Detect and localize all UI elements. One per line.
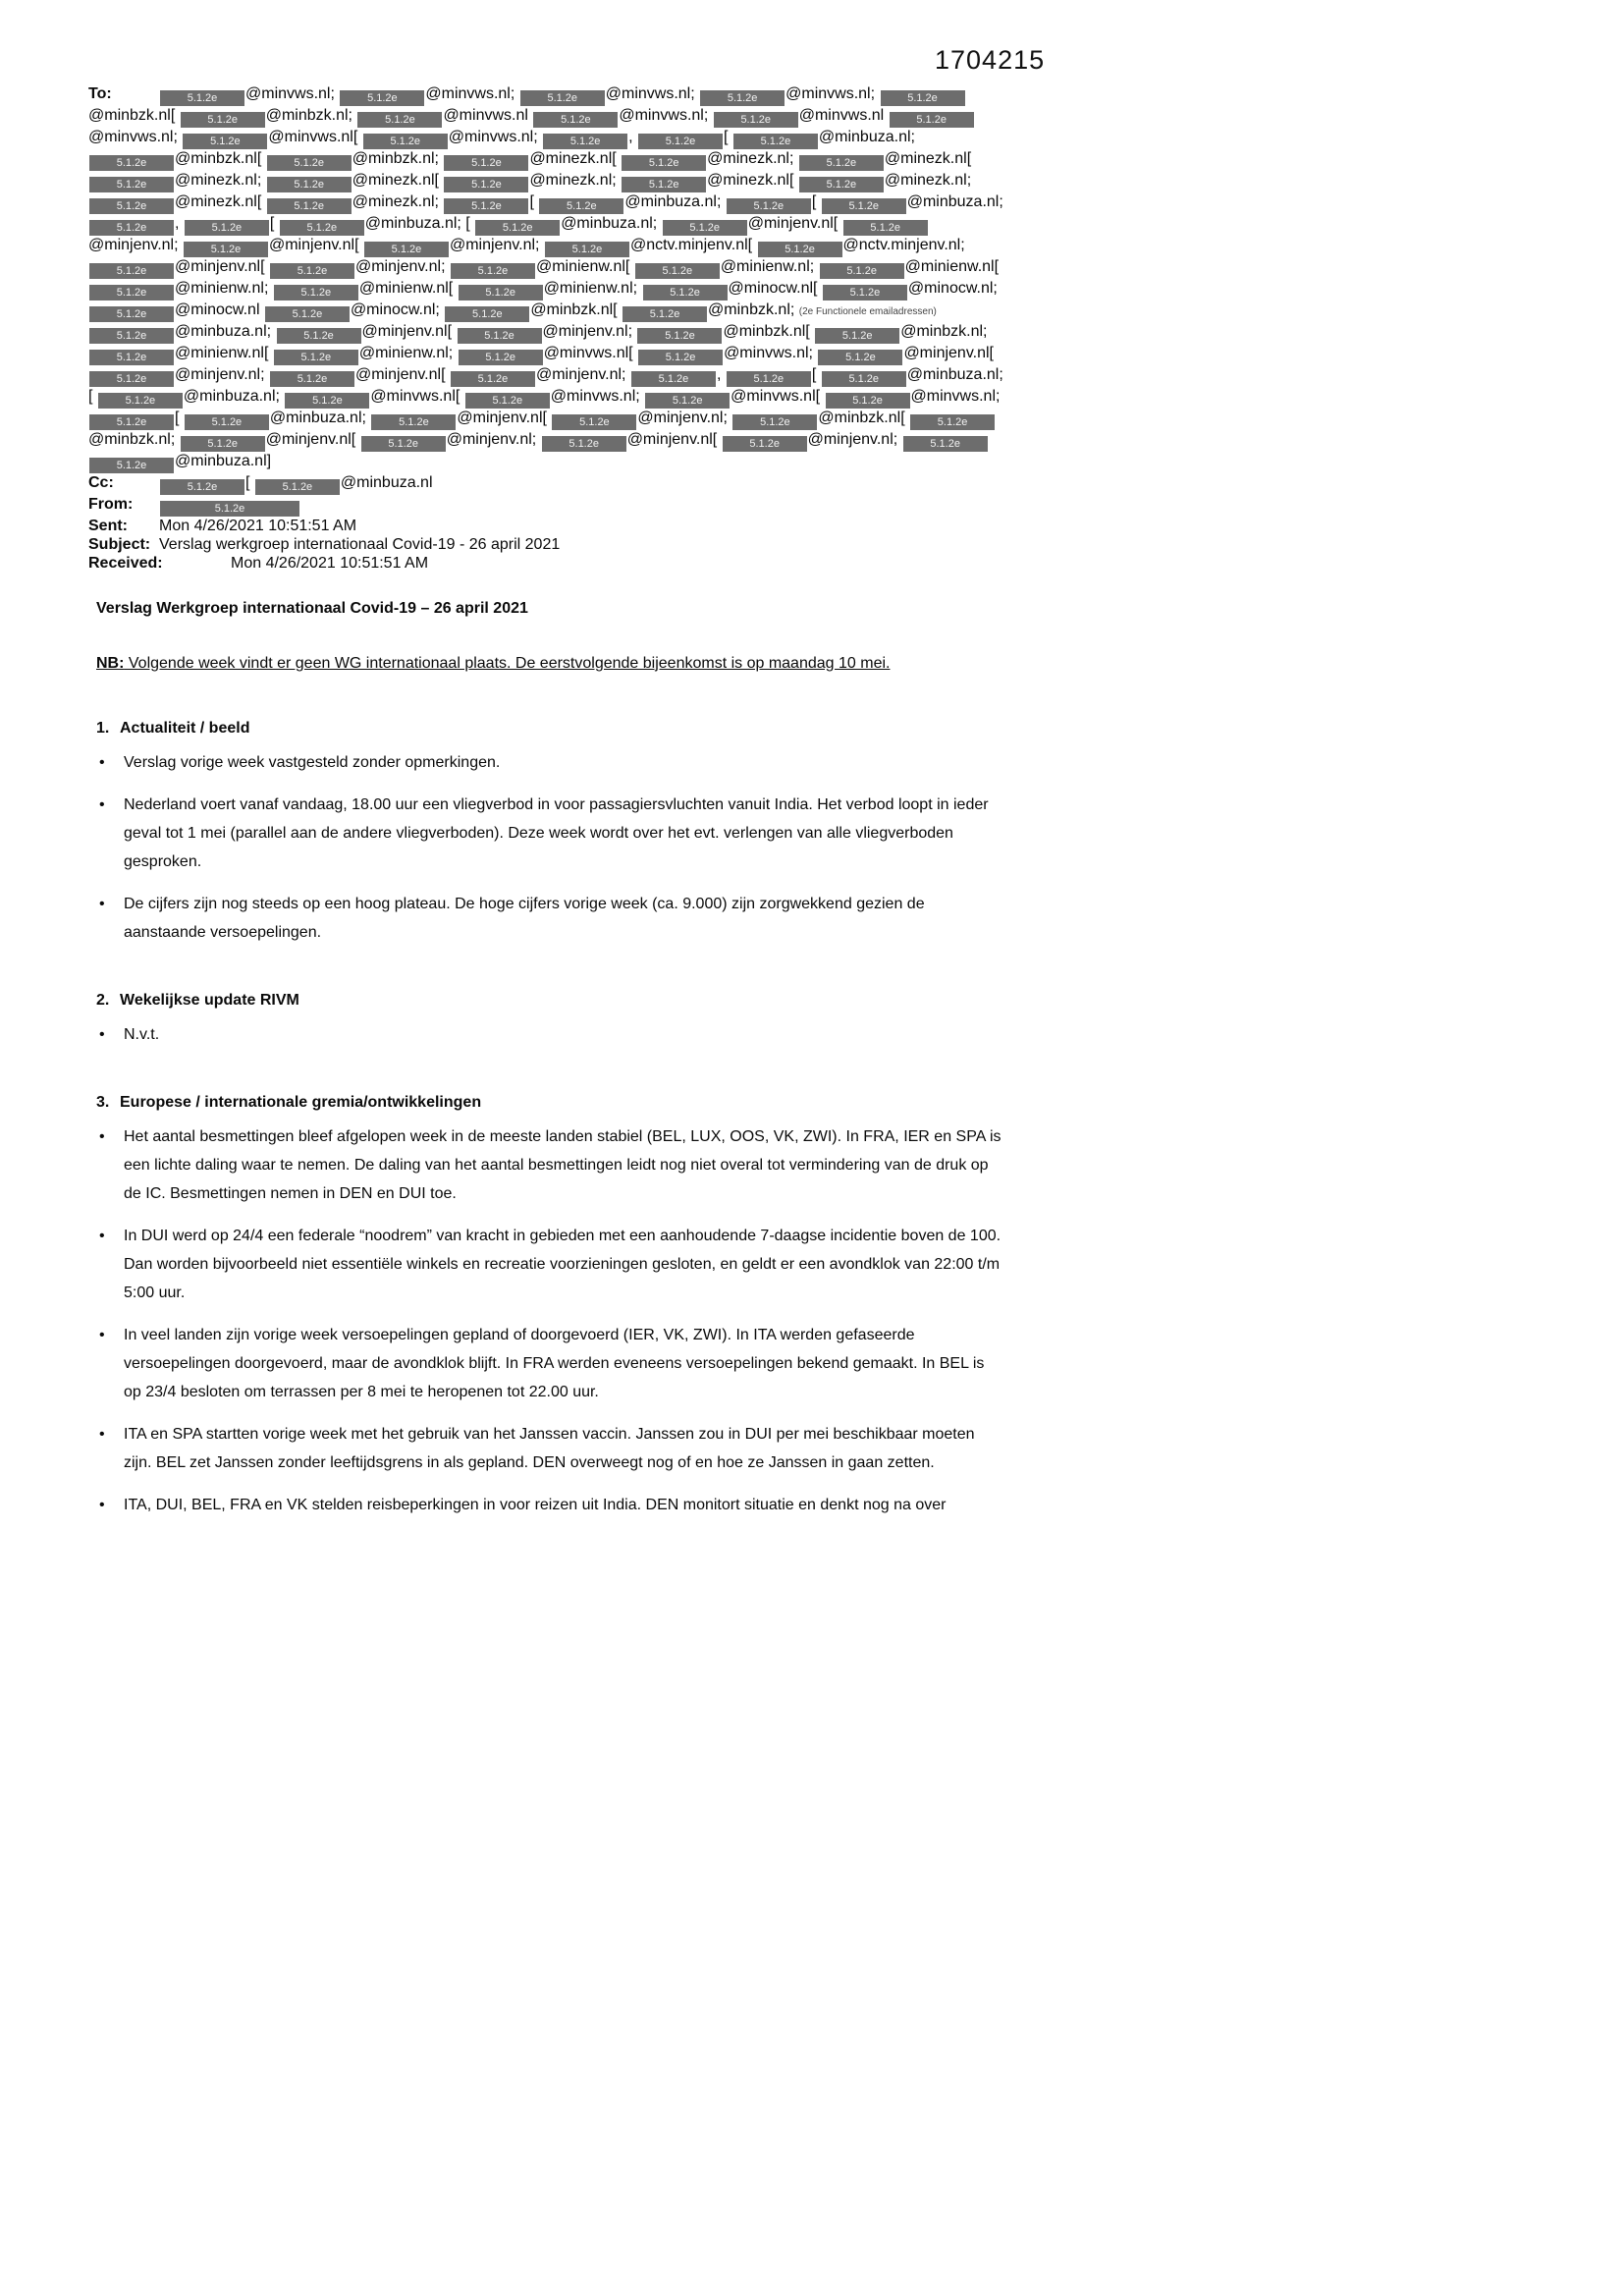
recipient-domain: @minvws.nl; xyxy=(605,85,700,102)
recipient-domain: @minbuza.nl; xyxy=(561,215,662,232)
recipient-domain: @minienw.nl[ xyxy=(535,258,634,275)
redaction-box: 5.1.2e xyxy=(818,350,902,365)
recipient-domain: @minjenv.nl; xyxy=(354,258,450,275)
redaction-box: 5.1.2e xyxy=(543,134,627,149)
redaction-box: 5.1.2e xyxy=(185,220,269,236)
report-sections xyxy=(96,714,1005,1519)
redaction-box: 5.1.2e xyxy=(822,371,906,387)
bullet-marker: • xyxy=(99,1327,105,1343)
nb-text: Volgende week vindt er geen WG internationaal plaats. De eerstvolgende bijeenkomst is op maandag 10 mei. xyxy=(124,655,891,672)
bullet-text: Verslag vorige week vastgesteld zonder opmerkingen. xyxy=(124,754,501,771)
bullet-text: Het aantal besmettingen bleef afgelopen week in de meeste landen stabiel (BEL, LUX, OOS, VK, ZWI). In FRA, IER en SPA is een lichte daling waar te nemen. De daling van het aantal besmettingen leidt nog niet overal tot vermindering van de druk op de IC. Besmettingen nemen in DEN en DUI toe. xyxy=(124,1128,1001,1202)
email-cc-field xyxy=(88,473,1005,495)
redaction-box: 5.1.2e xyxy=(277,328,361,344)
received-value: Mon 4/26/2021 10:51:51 AM xyxy=(231,555,429,572)
redaction-box: 5.1.2e xyxy=(733,134,818,149)
redaction-box: 5.1.2e xyxy=(637,328,722,344)
recipient-domain: @minezk.nl[ xyxy=(352,172,444,189)
redaction-box: 5.1.2e xyxy=(552,414,636,430)
section-title: Wekelijkse update RIVM xyxy=(120,992,299,1009)
redaction-box: 5.1.2e xyxy=(823,285,907,301)
recipient-domain: @minbzk.nl; xyxy=(352,150,444,167)
redaction-box: 5.1.2e xyxy=(622,155,706,171)
redaction-box: 5.1.2e xyxy=(459,350,543,365)
recipient-domain: @minjenv.nl[ xyxy=(354,366,450,383)
section-title: Actualiteit / beeld xyxy=(120,720,250,737)
recipient-domain: @minezk.nl[ xyxy=(884,150,972,167)
redaction-box: 5.1.2e xyxy=(280,220,364,236)
redaction-box: 5.1.2e xyxy=(445,306,529,322)
redaction-box: 5.1.2e xyxy=(723,436,807,452)
redaction-box: 5.1.2e xyxy=(820,263,904,279)
bullet-marker: • xyxy=(99,1228,105,1244)
redaction-box: 5.1.2e xyxy=(89,285,174,301)
recipient-domain: [ xyxy=(245,474,254,491)
recipient-domain: @minjenv.nl[ xyxy=(626,431,722,448)
recipient-domain: @minvws.nl[ xyxy=(370,388,464,405)
redaction-box: 5.1.2e xyxy=(799,155,884,171)
recipient-domain: @minbuza.nl; [ xyxy=(364,215,475,232)
nb-label: NB: xyxy=(96,655,125,672)
redaction-box: 5.1.2e xyxy=(451,371,535,387)
recipient-domain: , xyxy=(175,215,184,232)
recipient-domain: @minbzk.nl[ xyxy=(723,323,815,340)
recipient-domain: @minvws.nl; xyxy=(785,85,880,102)
recipient-domain: @minbzk.nl[ xyxy=(530,301,623,318)
recipient-domain: [ xyxy=(175,410,184,426)
recipient-domain: @minvws.nl; xyxy=(550,388,645,405)
redaction-box: 5.1.2e xyxy=(727,371,811,387)
recipient-domain: @minienw.nl[ xyxy=(358,280,458,297)
redaction-box: 5.1.2e xyxy=(363,134,448,149)
bullet-list xyxy=(96,1122,1005,1519)
bullet-list xyxy=(96,1020,1005,1049)
email-header xyxy=(88,84,1005,573)
redaction-box: 5.1.2e xyxy=(160,479,244,495)
redaction-box: 5.1.2e xyxy=(364,242,449,257)
recipient-domain: @minezk.nl; xyxy=(529,172,622,189)
redaction-box: 5.1.2e xyxy=(643,285,728,301)
section-number: 3. xyxy=(96,1094,110,1111)
recipient-domain: @minbzk.nl; xyxy=(265,107,357,124)
to-label: To: xyxy=(88,85,112,102)
recipient-domain: [ xyxy=(811,366,821,383)
bullet-item xyxy=(96,791,1005,876)
to-recipients xyxy=(88,85,1003,469)
redaction-box: 5.1.2e xyxy=(459,285,543,301)
bullet-marker: • xyxy=(99,1026,105,1043)
redaction-box: 5.1.2e xyxy=(635,263,720,279)
recipient-domain: @minienw.nl; xyxy=(543,280,642,297)
recipient-domain: @minienw.nl; xyxy=(720,258,819,275)
redaction-box: 5.1.2e xyxy=(270,371,354,387)
section-number: 2. xyxy=(96,992,110,1009)
recipient-domain: @minjenv.nl[ xyxy=(265,431,360,448)
bullet-item xyxy=(96,890,1005,947)
bullet-marker: • xyxy=(99,754,105,771)
bullet-list xyxy=(96,748,1005,947)
redaction-box: 5.1.2e xyxy=(545,242,629,257)
redaction-box: 5.1.2e xyxy=(539,198,623,214)
bullet-marker: • xyxy=(99,1128,105,1145)
bullet-item xyxy=(96,1020,1005,1049)
recipient-domain: @minezk.nl[ xyxy=(707,172,798,189)
recipient-domain: @minezk.nl; xyxy=(352,193,444,210)
report-section xyxy=(96,986,1005,1049)
bullet-item xyxy=(96,1122,1005,1208)
document-number: 1704215 xyxy=(935,45,1046,75)
recipient-domain: @minienw.nl; xyxy=(175,280,273,297)
redaction-box: 5.1.2e xyxy=(181,112,265,128)
recipient-domain: @minvws.nl; xyxy=(910,388,1001,405)
email-body xyxy=(88,598,1005,1519)
redaction-box: 5.1.2e xyxy=(444,155,528,171)
recipient-domain: @minjenv.nl; xyxy=(535,366,630,383)
redaction-box: 5.1.2e xyxy=(267,198,352,214)
redaction-box: 5.1.2e xyxy=(631,371,716,387)
bullet-text: De cijfers zijn nog steeds op een hoog plateau. De hoge cijfers vorige week (ca. 9.000) zijn zorgwekkend gezien de aanstaande versoepelingen. xyxy=(124,896,925,941)
redaction-box: 5.1.2e xyxy=(910,414,995,430)
recipient-domain: @minvws.nl[ xyxy=(268,129,362,145)
recipient-domain: @minbuza.nl; xyxy=(183,388,285,405)
functional-address-note: (2e Functionele emailadressen) xyxy=(798,306,937,317)
redaction-box: 5.1.2e xyxy=(714,112,798,128)
recipient-domain: @nctv.minjenv.nl; xyxy=(842,237,965,253)
recipient-domain: @minjenv.nl[ xyxy=(361,323,457,340)
recipient-domain: @minjenv.nl; xyxy=(446,431,541,448)
redaction-box: 5.1.2e xyxy=(520,90,605,106)
bullet-marker: • xyxy=(99,796,105,813)
redaction-box: 5.1.2e xyxy=(451,263,535,279)
recipient-domain: @minbuza.nl; [ xyxy=(88,366,1003,405)
recipient-domain: @minvws.nl[ xyxy=(731,388,825,405)
redaction-box: 5.1.2e xyxy=(89,328,174,344)
recipient-domain: @minvws.nl[ xyxy=(543,345,638,361)
recipient-domain: [ xyxy=(269,215,279,232)
recipient-domain: [ xyxy=(724,129,732,145)
recipient-domain: @minezk.nl[ xyxy=(529,150,622,167)
recipient-domain: @minbuza.nl; xyxy=(906,193,1003,210)
recipient-domain: @minvws.nl; xyxy=(425,85,519,102)
recipient-domain: @minjenv.nl; xyxy=(449,237,544,253)
redaction-box: 5.1.2e xyxy=(89,414,174,430)
redaction-box: 5.1.2e xyxy=(622,177,706,192)
recipient-domain: @minienw.nl[ xyxy=(904,258,1000,275)
redaction-box: 5.1.2e xyxy=(267,155,352,171)
recipient-domain: @minbzk.nl[ xyxy=(88,107,180,124)
nb-note xyxy=(96,653,1005,675)
recipient-domain: @minjenv.nl; xyxy=(637,410,732,426)
recipient-domain: @minjenv.nl; xyxy=(88,237,183,253)
redaction-box: 5.1.2e xyxy=(700,90,785,106)
redaction-box: 5.1.2e xyxy=(274,350,358,365)
recipient-domain: @minvws.nl; xyxy=(724,345,818,361)
redaction-box: 5.1.2e xyxy=(371,414,456,430)
recipient-domain: @minbzk.nl[ xyxy=(818,410,910,426)
redaction-box: 5.1.2e xyxy=(475,220,560,236)
redaction-box: 5.1.2e xyxy=(843,220,928,236)
recipient-domain: @minezk.nl; xyxy=(175,172,266,189)
received-label: Received: xyxy=(88,555,163,572)
bullet-marker: • xyxy=(99,1426,105,1443)
redaction-box: 5.1.2e xyxy=(183,134,267,149)
recipient-domain: @minjenv.nl[ xyxy=(903,345,994,361)
from-label: From: xyxy=(88,496,134,513)
recipient-domain: @minbuza.nl xyxy=(340,474,433,491)
redaction-box: 5.1.2e xyxy=(458,328,542,344)
bullet-text: In DUI werd op 24/4 een federale “noodrem” van kracht in gebieden met een aanhoudende 7-daagse incidentie boven de 100. Dan worden bijvoorbeeld niet essentiële winkels en recreatie voorzieningen gesloten, en geldt er een avondklok van 22:00 t/m 5:00 uur. xyxy=(124,1228,1001,1301)
redaction-box: 5.1.2e xyxy=(444,177,528,192)
redaction-box: 5.1.2e xyxy=(542,436,626,452)
recipient-domain: @minocw.nl[ xyxy=(728,280,822,297)
redaction-box: 5.1.2e xyxy=(623,306,707,322)
redaction-box: 5.1.2e xyxy=(444,198,528,214)
redaction-box: 5.1.2e xyxy=(638,134,723,149)
redaction-box: 5.1.2e xyxy=(274,285,358,301)
recipient-domain: @minbzk.nl; xyxy=(900,323,988,340)
recipient-domain: [ xyxy=(529,193,539,210)
section-title: Europese / internationale gremia/ontwikkelingen xyxy=(120,1094,482,1111)
bullet-text: ITA en SPA startten vorige week met het gebruik van het Janssen vaccin. Janssen zou in DUI per mei beschikbaar moeten zijn. BEL zet Janssen zonder leeftijdsgrens in als gepland. DEN overweegt nog of en hoe ze Janssen in gaan zetten. xyxy=(124,1426,975,1471)
redaction-box: 5.1.2e xyxy=(533,112,618,128)
redaction-box: 5.1.2e xyxy=(160,501,299,517)
recipient-domain: , xyxy=(628,129,638,145)
recipient-domain: @minbzk.nl[ xyxy=(175,150,266,167)
recipient-domain: @minjenv.nl; xyxy=(807,431,902,448)
recipient-domain: @minezk.nl; xyxy=(884,172,972,189)
redaction-box: 5.1.2e xyxy=(89,263,174,279)
report-section xyxy=(96,1088,1005,1519)
recipient-domain: @minocw.nl xyxy=(175,301,264,318)
recipient-domain: [ xyxy=(811,193,821,210)
redaction-box: 5.1.2e xyxy=(799,177,884,192)
recipient-domain: @minjenv.nl; xyxy=(542,323,637,340)
redaction-box: 5.1.2e xyxy=(285,393,369,409)
section-heading xyxy=(96,1088,1005,1117)
redaction-box: 5.1.2e xyxy=(826,393,910,409)
sent-label: Sent: xyxy=(88,518,128,534)
recipient-domain: , xyxy=(716,366,726,383)
redaction-box: 5.1.2e xyxy=(89,350,174,365)
recipient-domain: @minjenv.nl; xyxy=(175,366,269,383)
recipient-domain: @minbzk.nl; xyxy=(708,301,799,318)
redaction-box: 5.1.2e xyxy=(181,436,265,452)
redaction-box: 5.1.2e xyxy=(638,350,723,365)
redaction-box: 5.1.2e xyxy=(663,220,747,236)
cc-label: Cc: xyxy=(88,474,114,491)
recipient-domain: @minvws.nl; xyxy=(619,107,713,124)
redaction-box: 5.1.2e xyxy=(727,198,811,214)
recipient-domain: @minbzk.nl; xyxy=(88,431,180,448)
redaction-box: 5.1.2e xyxy=(815,328,899,344)
redaction-box: 5.1.2e xyxy=(89,220,174,236)
redaction-box: 5.1.2e xyxy=(732,414,817,430)
recipient-domain: @minbuza.nl; xyxy=(269,410,371,426)
redaction-box: 5.1.2e xyxy=(822,198,906,214)
recipient-domain: @minbuza.nl; xyxy=(624,193,726,210)
redaction-box: 5.1.2e xyxy=(89,458,174,473)
sent-value: Mon 4/26/2021 10:51:51 AM xyxy=(159,518,357,534)
recipient-domain: @minvws.nl xyxy=(443,107,533,124)
redaction-box: 5.1.2e xyxy=(758,242,842,257)
bullet-text: ITA, DUI, BEL, FRA en VK stelden reisbeperkingen in voor reizen uit India. DEN monitort situatie en denkt nog na over xyxy=(124,1497,947,1513)
section-heading xyxy=(96,714,1005,742)
bullet-marker: • xyxy=(99,1497,105,1513)
redaction-box: 5.1.2e xyxy=(645,393,730,409)
bullet-text: In veel landen zijn vorige week versoepelingen gepland of doorgevoerd (IER, VK, ZWI). In ITA werden gefaseerde versoepelingen doorgevoerd, maar de avondklok blijft. In FRA werden eveneens versoepelingen bekend gemaakt. In BEL is op 23/4 besloten om terrassen per 8 mei te heropenen tot 22.00 uur. xyxy=(124,1327,985,1400)
redaction-box: 5.1.2e xyxy=(184,242,268,257)
redaction-box: 5.1.2e xyxy=(881,90,965,106)
redaction-box: 5.1.2e xyxy=(255,479,340,495)
redaction-box: 5.1.2e xyxy=(89,306,174,322)
redaction-box: 5.1.2e xyxy=(160,90,244,106)
section-number: 1. xyxy=(96,720,110,737)
bullet-marker: • xyxy=(99,896,105,912)
email-received-field xyxy=(88,554,1005,573)
report-title: Verslag Werkgroep internationaal Covid-19 – 26 april 2021 xyxy=(96,600,528,617)
recipient-domain: @minbuza.nl; xyxy=(175,323,276,340)
bullet-item xyxy=(96,1420,1005,1477)
redaction-box: 5.1.2e xyxy=(185,414,269,430)
redaction-box: 5.1.2e xyxy=(270,263,354,279)
bullet-text: N.v.t. xyxy=(124,1026,160,1043)
redaction-box: 5.1.2e xyxy=(265,306,350,322)
email-sent-field xyxy=(88,517,1005,535)
email-subject-field xyxy=(88,535,1005,554)
recipient-domain: @minocw.nl; xyxy=(350,301,445,318)
redaction-box: 5.1.2e xyxy=(890,112,974,128)
email-from-field xyxy=(88,495,1005,517)
recipient-domain: @minbuza.nl] xyxy=(175,453,272,469)
recipient-domain: @minjenv.nl[ xyxy=(268,237,363,253)
redaction-box: 5.1.2e xyxy=(357,112,442,128)
recipient-domain: @nctv.minjenv.nl[ xyxy=(629,237,757,253)
report-section xyxy=(96,714,1005,947)
recipient-domain: @minezk.nl; xyxy=(707,150,798,167)
redaction-box: 5.1.2e xyxy=(361,436,446,452)
redaction-box: 5.1.2e xyxy=(89,155,174,171)
redaction-box: 5.1.2e xyxy=(89,177,174,192)
bullet-item xyxy=(96,1321,1005,1406)
section-heading xyxy=(96,986,1005,1014)
redaction-box: 5.1.2e xyxy=(89,371,174,387)
redaction-box: 5.1.2e xyxy=(98,393,183,409)
cc-recipients xyxy=(159,474,433,491)
recipient-domain: @minvws.nl; xyxy=(88,129,183,145)
recipient-domain: @minvws.nl; xyxy=(245,85,340,102)
recipient-domain: @minjenv.nl[ xyxy=(747,215,842,232)
redaction-box: 5.1.2e xyxy=(340,90,424,106)
bullet-text: Nederland voert vanaf vandaag, 18.00 uur een vliegverbod in voor passagiersvluchten vanuit India. Het verbod loopt in ieder geval tot 1 mei (parallel aan de andere vliegverboden). Deze week wordt over het evt. verlengen van alle vliegverboden gesproken. xyxy=(124,796,989,870)
bullet-item xyxy=(96,748,1005,777)
recipient-domain: @minjenv.nl[ xyxy=(175,258,269,275)
redaction-box: 5.1.2e xyxy=(267,177,352,192)
recipient-domain: @minezk.nl[ xyxy=(175,193,266,210)
recipient-domain: @minvws.nl xyxy=(798,107,889,124)
redaction-box: 5.1.2e xyxy=(89,198,174,214)
recipient-domain: @minjenv.nl[ xyxy=(457,410,552,426)
subject-value: Verslag werkgroep internationaal Covid-19 - 26 april 2021 xyxy=(159,536,561,553)
email-to-field xyxy=(88,84,1005,473)
redaction-box: 5.1.2e xyxy=(465,393,550,409)
redaction-box: 5.1.2e xyxy=(903,436,988,452)
recipient-domain: @minienw.nl[ xyxy=(175,345,273,361)
recipient-domain: @minienw.nl; xyxy=(358,345,458,361)
recipient-domain: @minvws.nl; xyxy=(448,129,543,145)
from-sender xyxy=(159,496,300,513)
subject-label: Subject: xyxy=(88,536,151,553)
bullet-item xyxy=(96,1491,1005,1519)
recipient-domain: @minocw.nl; xyxy=(907,280,998,297)
bullet-item xyxy=(96,1222,1005,1307)
recipient-domain: @minbuza.nl; xyxy=(818,129,915,145)
